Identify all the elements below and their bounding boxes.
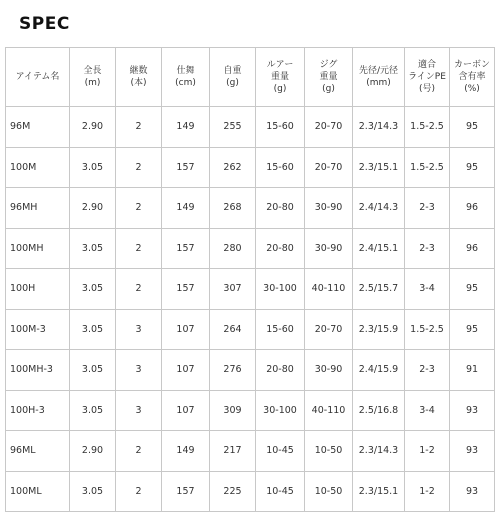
- column-header-line: 先径/元径: [358, 66, 399, 76]
- column-header-line: (g): [322, 84, 335, 94]
- column-header-line: (本): [130, 78, 147, 88]
- table-row: [6, 269, 495, 310]
- table-cell: 255: [210, 107, 256, 148]
- table-cell: 2.3/14.3: [353, 431, 405, 472]
- table-cell: 2: [116, 431, 162, 472]
- item-name-cell: 100M: [6, 147, 70, 188]
- item-name-cell: 100MH-3: [6, 350, 70, 391]
- table-cell: 93: [450, 471, 495, 512]
- table-cell: 20-70: [305, 147, 353, 188]
- table-cell: 1-2: [405, 471, 450, 512]
- table-cell: 3.05: [70, 350, 116, 391]
- table-row: [6, 390, 495, 431]
- column-header-line: (cm): [175, 78, 196, 88]
- column-header-line: 自重: [223, 66, 242, 76]
- table-cell: 3: [116, 309, 162, 350]
- table-cell: 2: [116, 147, 162, 188]
- column-header: [305, 48, 353, 107]
- column-header-line: ルアー: [266, 60, 294, 70]
- table-cell: 10-45: [256, 431, 305, 472]
- column-header-line: 適合: [417, 60, 436, 70]
- header-row: [6, 48, 495, 107]
- item-name-cell: 100M-3: [6, 309, 70, 350]
- item-name-cell: 100H-3: [6, 390, 70, 431]
- table-cell: 3.05: [70, 309, 116, 350]
- table-cell: 20-80: [256, 228, 305, 269]
- column-header-line: 全長: [83, 66, 102, 76]
- table-cell: 95: [450, 309, 495, 350]
- table-row: [6, 228, 495, 269]
- column-header-line: 仕舞: [176, 66, 195, 76]
- table-row: [6, 350, 495, 391]
- table-cell: 149: [162, 431, 210, 472]
- table-cell: 107: [162, 350, 210, 391]
- table-cell: 1.5-2.5: [405, 107, 450, 148]
- column-header: [162, 48, 210, 107]
- table-cell: 30-100: [256, 390, 305, 431]
- table-row: [6, 431, 495, 472]
- table-cell: 276: [210, 350, 256, 391]
- table-cell: 2: [116, 107, 162, 148]
- table-cell: 15-60: [256, 107, 305, 148]
- table-cell: 10-50: [305, 431, 353, 472]
- table-cell: 3: [116, 350, 162, 391]
- table-cell: 40-110: [305, 390, 353, 431]
- table-cell: 2.4/15.9: [353, 350, 405, 391]
- column-header: [353, 48, 405, 107]
- table-cell: 91: [450, 350, 495, 391]
- table-cell: 149: [162, 107, 210, 148]
- table-body: [6, 107, 495, 512]
- column-header: [405, 48, 450, 107]
- table-cell: 157: [162, 471, 210, 512]
- table-cell: 2.90: [70, 188, 116, 229]
- table-cell: 95: [450, 147, 495, 188]
- column-header-line: ラインPE: [408, 72, 446, 82]
- table-header: [6, 48, 495, 107]
- table-cell: 10-45: [256, 471, 305, 512]
- table-cell: 2.4/15.1: [353, 228, 405, 269]
- table-cell: 3.05: [70, 269, 116, 310]
- table-cell: 157: [162, 269, 210, 310]
- table-cell: 95: [450, 107, 495, 148]
- table-cell: 217: [210, 431, 256, 472]
- table-cell: 30-100: [256, 269, 305, 310]
- table-cell: 2: [116, 188, 162, 229]
- item-name-cell: 96M: [6, 107, 70, 148]
- table-cell: 2: [116, 228, 162, 269]
- column-header-line: (g): [273, 84, 287, 94]
- table-row: [6, 147, 495, 188]
- item-name-cell: 100H: [6, 269, 70, 310]
- table-row: [6, 309, 495, 350]
- table-cell: 309: [210, 390, 256, 431]
- column-header: [210, 48, 256, 107]
- column-header: [450, 48, 495, 107]
- table-cell: 3-4: [405, 269, 450, 310]
- table-cell: 2.3/15.9: [353, 309, 405, 350]
- column-header: [116, 48, 162, 107]
- table-cell: 3: [116, 390, 162, 431]
- table-cell: 3.05: [70, 390, 116, 431]
- table-cell: 307: [210, 269, 256, 310]
- table-cell: 10-50: [305, 471, 353, 512]
- page-title: SPEC: [19, 14, 70, 34]
- table-cell: 2.90: [70, 431, 116, 472]
- table-cell: 2.5/15.7: [353, 269, 405, 310]
- table-cell: 1.5-2.5: [405, 309, 450, 350]
- table-cell: 40-110: [305, 269, 353, 310]
- table-cell: 93: [450, 431, 495, 472]
- column-header-line: 重量: [319, 72, 338, 82]
- column-header: [6, 48, 70, 107]
- table-cell: 96: [450, 188, 495, 229]
- item-name-cell: 100ML: [6, 471, 70, 512]
- item-name-cell: 100MH: [6, 228, 70, 269]
- table-cell: 2.5/16.8: [353, 390, 405, 431]
- table-cell: 1-2: [405, 431, 450, 472]
- table-cell: 225: [210, 471, 256, 512]
- table-cell: 2: [116, 269, 162, 310]
- table-cell: 107: [162, 390, 210, 431]
- table-row: [6, 107, 495, 148]
- column-header-line: (g): [226, 78, 239, 88]
- column-header-line: 継数: [129, 66, 148, 76]
- column-header-line: 重量: [270, 72, 289, 82]
- column-header-line: カーボン: [453, 60, 490, 70]
- table-cell: 30-90: [305, 188, 353, 229]
- table-cell: 20-80: [256, 188, 305, 229]
- column-header-line: (mm): [366, 78, 391, 88]
- table-cell: 157: [162, 147, 210, 188]
- table-row: [6, 188, 495, 229]
- column-header-line: (号): [418, 84, 436, 94]
- table-cell: 30-90: [305, 350, 353, 391]
- item-name-cell: 96MH: [6, 188, 70, 229]
- table-cell: 2: [116, 471, 162, 512]
- table-cell: 20-80: [256, 350, 305, 391]
- table-cell: 2-3: [405, 188, 450, 229]
- table-cell: 107: [162, 309, 210, 350]
- table-cell: 93: [450, 390, 495, 431]
- column-header-line: (%): [464, 84, 480, 94]
- column-header-line: (m): [84, 78, 101, 88]
- table-cell: 30-90: [305, 228, 353, 269]
- table-cell: 20-70: [305, 107, 353, 148]
- column-header: [256, 48, 305, 107]
- table-cell: 268: [210, 188, 256, 229]
- table-cell: 1.5-2.5: [405, 147, 450, 188]
- table-cell: 280: [210, 228, 256, 269]
- table-cell: 3-4: [405, 390, 450, 431]
- column-header: [70, 48, 116, 107]
- table-cell: 20-70: [305, 309, 353, 350]
- column-header-line: ジグ: [319, 60, 338, 70]
- table-cell: 264: [210, 309, 256, 350]
- spec-table: [5, 47, 495, 512]
- table-cell: 262: [210, 147, 256, 188]
- table-cell: 2.3/15.1: [353, 471, 405, 512]
- table-cell: 15-60: [256, 147, 305, 188]
- column-header-line: 含有率: [458, 72, 486, 82]
- table-cell: 2-3: [405, 350, 450, 391]
- table-cell: 149: [162, 188, 210, 229]
- table-cell: 15-60: [256, 309, 305, 350]
- table-cell: 3.05: [70, 471, 116, 512]
- table-row: [6, 471, 495, 512]
- table-cell: 96: [450, 228, 495, 269]
- table-cell: 3.05: [70, 228, 116, 269]
- item-name-cell: 96ML: [6, 431, 70, 472]
- table-cell: 2.4/14.3: [353, 188, 405, 229]
- table-cell: 157: [162, 228, 210, 269]
- table-cell: 2-3: [405, 228, 450, 269]
- table-cell: 95: [450, 269, 495, 310]
- table-cell: 2.3/14.3: [353, 107, 405, 148]
- table-cell: 2.90: [70, 107, 116, 148]
- table-cell: 3.05: [70, 147, 116, 188]
- table-cell: 2.3/15.1: [353, 147, 405, 188]
- column-header-line: アイテム名: [15, 72, 60, 82]
